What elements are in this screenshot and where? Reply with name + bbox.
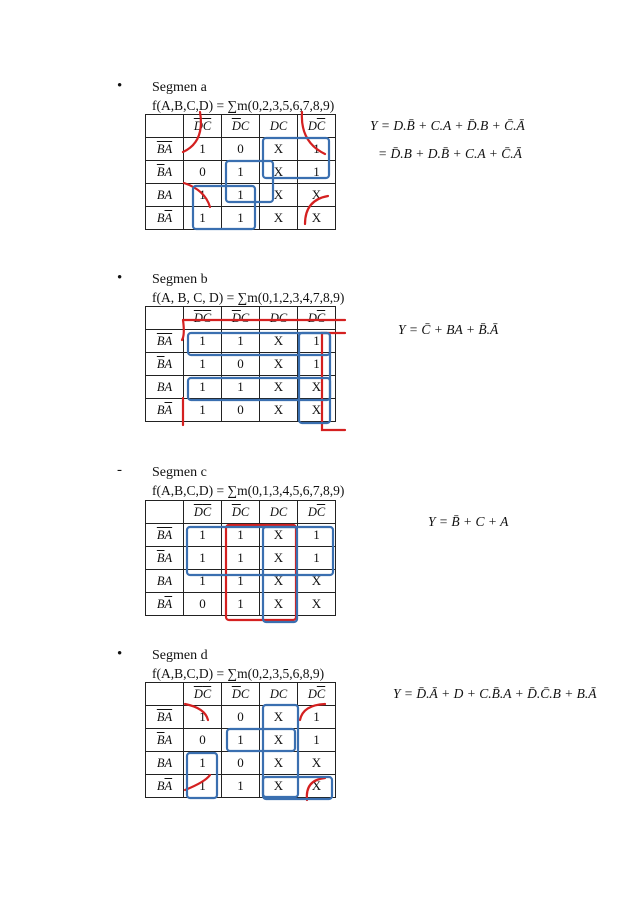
section-a-equation-1: Y = D.B̄ + C.A + D̄.B + C̄.Ā — [370, 118, 525, 133]
kmap-cell: 0 — [222, 399, 260, 422]
kmap-cell: 1 — [298, 353, 336, 376]
row-header: $\overline{B}A$ — [146, 547, 184, 570]
kmap-a — [145, 114, 336, 230]
kmap-cell: 1 — [222, 524, 260, 547]
kmap-cell: 1 — [222, 207, 260, 230]
kmap-cell: 1 — [222, 161, 260, 184]
kmap-cell: X — [260, 752, 298, 775]
kmap-corner — [146, 115, 184, 138]
row-header: $B\overline{A}$ — [146, 775, 184, 798]
col-header: $\overline{D}C$ — [222, 501, 260, 524]
col-header: $\overline{D}\overline{C}$ — [184, 307, 222, 330]
kmap-cell: 1 — [298, 524, 336, 547]
section-a-function: f(A,B,C,D) = ∑m(0,2,3,5,6,7,8,9) — [152, 98, 335, 113]
kmap-cell: 1 — [298, 161, 336, 184]
kmap-cell: X — [298, 775, 336, 798]
kmap-cell: 1 — [298, 729, 336, 752]
row-header: $B\overline{A}$ — [146, 399, 184, 422]
kmap-corner — [146, 501, 184, 524]
col-header: $\overline{D}\overline{C}$ — [184, 501, 222, 524]
kmap-cell: 1 — [184, 207, 222, 230]
section-a-equation-2: = D̄.B + D.B̄ + C.A + C̄.Ā — [378, 146, 522, 161]
kmap-cell: 1 — [222, 376, 260, 399]
row-header: $\overline{BA}$ — [146, 524, 184, 547]
kmap-cell: 1 — [184, 138, 222, 161]
kmap-cell: 1 — [222, 330, 260, 353]
col-header: $\overline{D}C$ — [222, 115, 260, 138]
kmap-cell: X — [260, 570, 298, 593]
section-c-title: Segmen c — [152, 465, 207, 480]
kmap-corner — [146, 683, 184, 706]
row-header: BA — [146, 570, 184, 593]
section-c-equation: Y = B̄ + C + A — [428, 514, 509, 529]
bullet-a: • — [117, 78, 123, 94]
kmap-cell: X — [260, 399, 298, 422]
row-header: $\overline{B}A$ — [146, 161, 184, 184]
section-d-equation: Y = D̄.Ā + D + C.B̄.A + D̄.C̄.B + B.Ā — [393, 686, 597, 701]
section-b-title: Segmen b — [152, 272, 208, 287]
row-header: BA — [146, 376, 184, 399]
col-header: DC — [260, 683, 298, 706]
kmap-cell: 1 — [184, 547, 222, 570]
kmap-cell: 1 — [184, 353, 222, 376]
section-b-equation: Y = C̄ + BA + B̄.Ā — [398, 322, 499, 337]
kmap-cell: 1 — [184, 706, 222, 729]
row-header: $\overline{B}A$ — [146, 729, 184, 752]
kmap-cell: 1 — [184, 570, 222, 593]
kmap-cell: X — [298, 207, 336, 230]
kmap-d — [145, 682, 336, 798]
row-header: $\overline{BA}$ — [146, 330, 184, 353]
section-c-function: f(A,B,C,D) = ∑m(0,1,3,4,5,6,7,8,9) — [152, 483, 345, 498]
kmap-cell: 1 — [184, 752, 222, 775]
row-header: $\overline{BA}$ — [146, 138, 184, 161]
kmap-cell: 1 — [184, 330, 222, 353]
kmap-cell: X — [298, 752, 336, 775]
kmap-cell: 1 — [298, 706, 336, 729]
col-header: $D\overline{C}$ — [298, 115, 336, 138]
kmap-cell: X — [260, 729, 298, 752]
col-header: $\overline{D}\overline{C}$ — [184, 683, 222, 706]
col-header: DC — [260, 307, 298, 330]
kmap-cell: X — [260, 184, 298, 207]
row-header: BA — [146, 184, 184, 207]
kmap-cell: X — [298, 570, 336, 593]
section-b-function: f(A, B, C, D) = ∑m(0,1,2,3,4,7,8,9) — [152, 290, 345, 305]
kmap-cell: X — [260, 706, 298, 729]
bullet-b: • — [117, 270, 123, 286]
kmap-cell: 1 — [222, 570, 260, 593]
kmap-b — [145, 306, 336, 422]
kmap-cell: X — [298, 399, 336, 422]
kmap-cell: X — [298, 376, 336, 399]
row-header: $\overline{B}A$ — [146, 353, 184, 376]
kmap-cell: 1 — [184, 399, 222, 422]
kmap-cell: 1 — [184, 524, 222, 547]
kmap-cell: 1 — [222, 775, 260, 798]
kmap-cell: X — [260, 593, 298, 616]
kmap-cell: 1 — [222, 547, 260, 570]
col-header: DC — [260, 115, 298, 138]
kmap-cell: 1 — [184, 775, 222, 798]
kmap-cell: X — [260, 775, 298, 798]
kmap-cell: 0 — [222, 752, 260, 775]
col-header: $\overline{D}C$ — [222, 683, 260, 706]
kmap-cell: X — [260, 547, 298, 570]
kmap-cell: X — [260, 330, 298, 353]
kmap-cell: 0 — [222, 706, 260, 729]
kmap-cell: 1 — [298, 547, 336, 570]
row-header: $\overline{BA}$ — [146, 706, 184, 729]
kmap-cell: 0 — [184, 729, 222, 752]
kmap-cell: 1 — [298, 330, 336, 353]
kmap-cell: X — [298, 184, 336, 207]
section-d-title: Segmen d — [152, 648, 208, 663]
kmap-cell: X — [260, 207, 298, 230]
bullet-d: • — [117, 646, 123, 662]
kmap-cell: 1 — [298, 138, 336, 161]
section-d-function: f(A,B,C,D) = ∑m(0,2,3,5,6,8,9) — [152, 666, 325, 681]
col-header: $\overline{D}\overline{C}$ — [184, 115, 222, 138]
kmap-c — [145, 500, 336, 616]
kmap-cell: 0 — [222, 353, 260, 376]
kmap-cell: X — [260, 353, 298, 376]
kmap-cell: 0 — [222, 138, 260, 161]
kmap-cell: 1 — [222, 729, 260, 752]
kmap-cell: 1 — [184, 376, 222, 399]
kmap-cell: X — [260, 376, 298, 399]
kmap-cell: 1 — [222, 184, 260, 207]
kmap-corner — [146, 307, 184, 330]
kmap-cell: 1 — [184, 184, 222, 207]
kmap-cell: 0 — [184, 593, 222, 616]
col-header: $D\overline{C}$ — [298, 307, 336, 330]
row-header: $B\overline{A}$ — [146, 207, 184, 230]
row-header: BA — [146, 752, 184, 775]
kmap-cell: X — [298, 593, 336, 616]
kmap-cell: X — [260, 524, 298, 547]
col-header: $\overline{D}C$ — [222, 307, 260, 330]
kmap-cell: 1 — [222, 593, 260, 616]
row-header: $B\overline{A}$ — [146, 593, 184, 616]
kmap-cell: X — [260, 161, 298, 184]
section-a-title: Segmen a — [152, 80, 207, 95]
kmap-cell: 0 — [184, 161, 222, 184]
bullet-c: - — [117, 462, 122, 478]
col-header: $D\overline{C}$ — [298, 683, 336, 706]
col-header: $D\overline{C}$ — [298, 501, 336, 524]
kmap-cell: X — [260, 138, 298, 161]
col-header: DC — [260, 501, 298, 524]
